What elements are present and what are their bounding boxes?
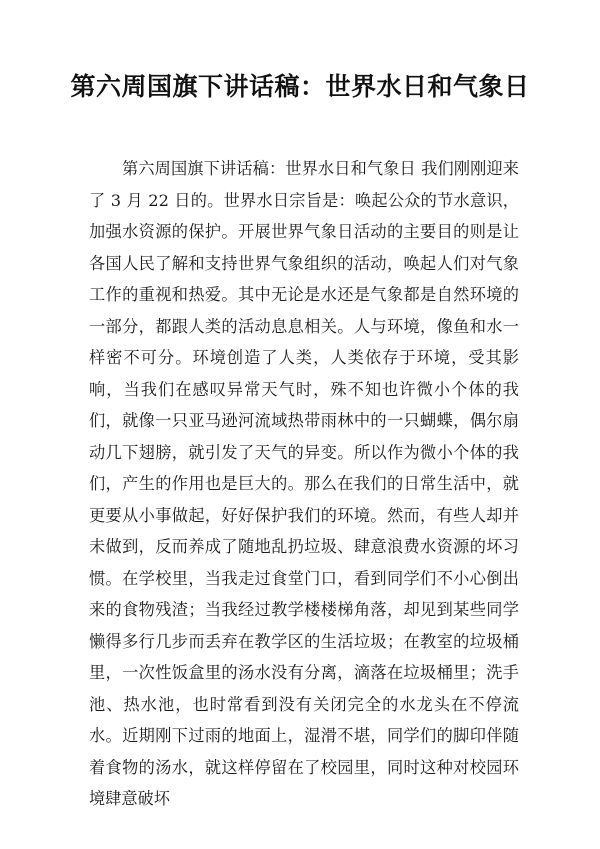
document-title: 第六周国旗下讲话稿：世界水日和气象日 (70, 72, 530, 101)
body-paragraph: 第六周国旗下讲话稿：世界水日和气象日 我们刚刚迎来了 3 月 22 日的。世界水日宗旨是：唤起公众的节水意识，加强水资源的保护。开展世界气象日活动的主要目的则是让各国人民了解和支持世界气象组织的活动，唤起人们对气象工作的重视和热爱。其中无论是水还是气象都是自然环境的一部分，都跟人类的活动息息相关。人与环境，像鱼和水一样密不可分。环境创造了人类，人类依存于环境，受其影响，当我们在感叹异常天气时，殊不知也许微小个体的我们，就像一只亚马逊河流域热带雨林中的一只蝴蝶，偶尔扇动几下翅膀，就引发了天气的异变。所以作为微小个体的我们，产生的作用也是巨大的。那么在我们的日常生活中，就更要从小事做起，好好保护我们的环境。然而，有些人却并未做到，反而养成了随地乱扔垃圾、肆意浪费水资源的坏习惯。在学校里，当我走过食堂门口，看到同学们不小心倒出来的食物残渣；当我经过教学楼楼梯角落，却见到某些同学懒得多行几步而丢弃在教学区的生活垃圾；在教室的垃圾桶里，一次性饭盒里的汤水没有分离，滴落在垃圾桶里；洗手池、热水池，也时常看到没有关闭完全的水龙头在不停流水。近期刚下过雨的地面上，湿滑不堪，同学们的脚印伴随着食物的汤水，就这样停留在了校园里，同时这种对校园环境肆意破坏 (89, 159, 519, 808)
